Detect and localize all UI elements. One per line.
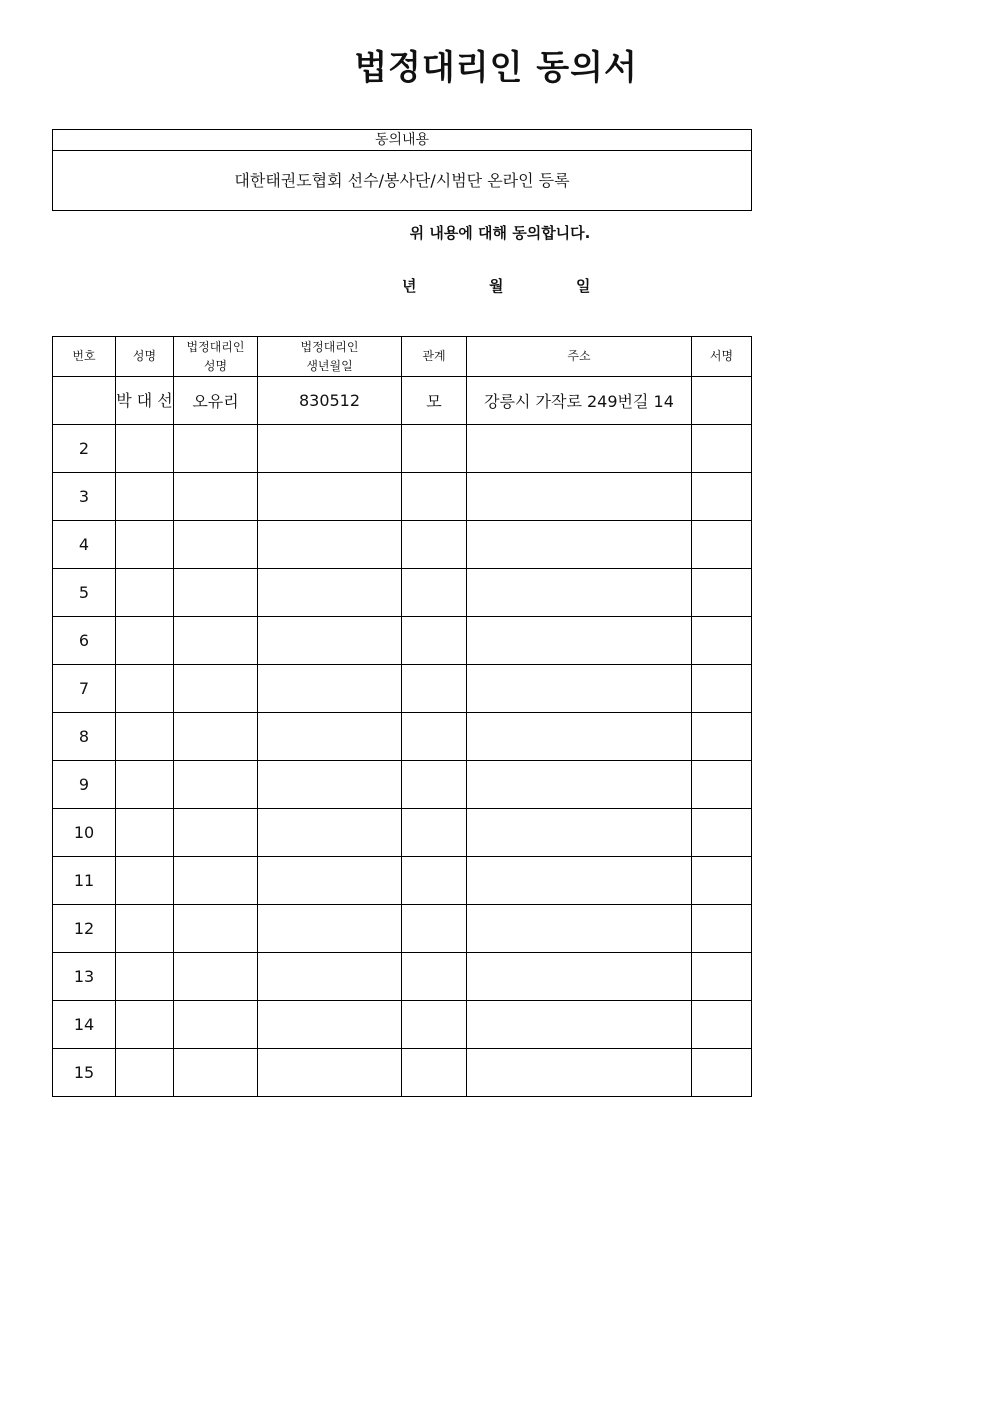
cell-no[interactable]: 4 [53, 521, 116, 569]
cell-no[interactable]: 5 [53, 569, 116, 617]
cell-address[interactable] [467, 953, 692, 1001]
cell-name[interactable] [116, 473, 174, 521]
cell-address[interactable] [467, 905, 692, 953]
table-header-row [53, 337, 752, 377]
cell-no[interactable]: 13 [53, 953, 116, 1001]
cell-signature[interactable] [692, 761, 752, 809]
cell-name[interactable] [116, 425, 174, 473]
date-day-label: 일 [576, 277, 591, 295]
cell-guardian-name[interactable] [174, 617, 258, 665]
cell-no[interactable]: 3 [53, 473, 116, 521]
cell-name[interactable] [116, 521, 174, 569]
cell-guardian-name[interactable] [174, 905, 258, 953]
cell-name[interactable] [116, 617, 174, 665]
table-row [53, 857, 752, 905]
cell-no[interactable]: 15 [53, 1049, 116, 1097]
cell-guardian-birth[interactable] [258, 1001, 402, 1049]
cell-no[interactable]: 14 [53, 1001, 116, 1049]
cell-name[interactable] [116, 761, 174, 809]
cell-signature[interactable] [692, 857, 752, 905]
cell-no[interactable] [53, 377, 116, 425]
table-row [53, 1001, 752, 1049]
cell-guardian-birth[interactable] [258, 713, 402, 761]
header-name: 성명 [116, 337, 174, 377]
cell-name[interactable] [116, 713, 174, 761]
cell-relation[interactable] [402, 953, 467, 1001]
cell-signature[interactable] [692, 713, 752, 761]
cell-relation[interactable] [402, 665, 467, 713]
table-row [53, 521, 752, 569]
table-row [53, 905, 752, 953]
header-address: 주소 [467, 337, 692, 377]
cell-relation[interactable]: 모 [402, 377, 467, 425]
cell-name[interactable] [116, 1049, 174, 1097]
date-month-label: 월 [489, 277, 504, 295]
cell-guardian-birth[interactable] [258, 617, 402, 665]
table-row [53, 425, 752, 473]
table-row [53, 377, 752, 425]
roster-table [52, 336, 752, 1097]
cell-address[interactable] [467, 521, 692, 569]
header-guardian-birth: 법정대리인 생년월일 [258, 337, 402, 377]
cell-guardian-birth[interactable] [258, 809, 402, 857]
cell-signature[interactable] [692, 425, 752, 473]
cell-address[interactable] [467, 473, 692, 521]
consent-box [52, 129, 752, 211]
cell-guardian-name[interactable] [174, 857, 258, 905]
cell-guardian-birth[interactable]: 830512 [258, 377, 402, 425]
cell-guardian-name[interactable] [174, 809, 258, 857]
cell-guardian-name[interactable] [174, 713, 258, 761]
cell-relation[interactable] [402, 569, 467, 617]
cell-signature[interactable] [692, 377, 752, 425]
cell-name[interactable] [116, 569, 174, 617]
agree-statement: 위 내용에 대해 동의합니다. [409, 224, 591, 242]
table-row [53, 1049, 752, 1097]
consent-header: 동의내용 [53, 130, 751, 151]
cell-address[interactable] [467, 569, 692, 617]
cell-signature[interactable] [692, 1001, 752, 1049]
cell-no[interactable]: 9 [53, 761, 116, 809]
cell-name[interactable] [116, 665, 174, 713]
cell-guardian-name[interactable] [174, 425, 258, 473]
cell-guardian-name[interactable] [174, 521, 258, 569]
cell-guardian-birth[interactable] [258, 425, 402, 473]
cell-relation[interactable] [402, 857, 467, 905]
cell-signature[interactable] [692, 809, 752, 857]
table-row [53, 617, 752, 665]
cell-signature[interactable] [692, 569, 752, 617]
cell-relation[interactable] [402, 425, 467, 473]
cell-guardian-birth[interactable] [258, 521, 402, 569]
cell-guardian-name[interactable] [174, 473, 258, 521]
cell-address[interactable] [467, 425, 692, 473]
cell-name[interactable] [116, 905, 174, 953]
cell-guardian-name[interactable] [174, 665, 258, 713]
cell-no[interactable]: 12 [53, 905, 116, 953]
table-row [53, 809, 752, 857]
cell-guardian-birth[interactable] [258, 569, 402, 617]
cell-guardian-name[interactable] [174, 569, 258, 617]
table-row [53, 761, 752, 809]
cell-address[interactable] [467, 809, 692, 857]
document-title: 법정대리인 동의서 [354, 48, 638, 88]
cell-name[interactable] [116, 1001, 174, 1049]
cell-signature[interactable] [692, 617, 752, 665]
cell-no[interactable]: 8 [53, 713, 116, 761]
cell-address[interactable] [467, 1001, 692, 1049]
header-signature: 서명 [692, 337, 752, 377]
cell-guardian-name[interactable] [174, 1049, 258, 1097]
cell-guardian-name[interactable] [174, 761, 258, 809]
header-guardian-name: 법정대리인 성명 [174, 337, 258, 377]
cell-guardian-birth[interactable] [258, 665, 402, 713]
cell-signature[interactable] [692, 905, 752, 953]
cell-address[interactable] [467, 665, 692, 713]
cell-guardian-birth[interactable] [258, 953, 402, 1001]
cell-signature[interactable] [692, 473, 752, 521]
cell-signature[interactable] [692, 953, 752, 1001]
header-relation: 관계 [402, 337, 467, 377]
cell-guardian-birth[interactable] [258, 473, 402, 521]
cell-no[interactable]: 2 [53, 425, 116, 473]
cell-relation[interactable] [402, 521, 467, 569]
cell-name[interactable]: 박 대 선 [116, 377, 174, 425]
cell-name[interactable] [116, 809, 174, 857]
table-row [53, 569, 752, 617]
cell-no[interactable]: 11 [53, 857, 116, 905]
consent-text: 대한태권도협회 선수/봉사단/시범단 온라인 등록 [234, 171, 570, 190]
cell-relation[interactable] [402, 761, 467, 809]
cell-guardian-birth[interactable] [258, 857, 402, 905]
cell-relation[interactable] [402, 1001, 467, 1049]
cell-signature[interactable] [692, 521, 752, 569]
cell-address[interactable] [467, 617, 692, 665]
cell-signature[interactable] [692, 1049, 752, 1097]
cell-guardian-birth[interactable] [258, 905, 402, 953]
header-no: 번호 [53, 337, 116, 377]
table-row [53, 665, 752, 713]
table-row [53, 713, 752, 761]
cell-relation[interactable] [402, 1049, 467, 1097]
cell-address[interactable] [467, 1049, 692, 1097]
cell-no[interactable]: 10 [53, 809, 116, 857]
date-year-label: 년 [402, 277, 417, 295]
cell-signature[interactable] [692, 665, 752, 713]
cell-relation[interactable] [402, 713, 467, 761]
cell-guardian-birth[interactable] [258, 1049, 402, 1097]
cell-guardian-name[interactable]: 오유리 [174, 377, 258, 425]
cell-guardian-birth[interactable] [258, 761, 402, 809]
cell-no[interactable]: 6 [53, 617, 116, 665]
cell-name[interactable] [116, 953, 174, 1001]
cell-relation[interactable] [402, 809, 467, 857]
cell-relation[interactable] [402, 905, 467, 953]
table-row [53, 473, 752, 521]
cell-relation[interactable] [402, 473, 467, 521]
cell-address[interactable] [467, 857, 692, 905]
table-row [53, 953, 752, 1001]
cell-name[interactable] [116, 857, 174, 905]
cell-address[interactable] [467, 713, 692, 761]
cell-guardian-name[interactable] [174, 1001, 258, 1049]
cell-guardian-name[interactable] [174, 953, 258, 1001]
cell-relation[interactable] [402, 617, 467, 665]
cell-address[interactable]: 강릉시 가작로 249번길 14 [467, 377, 692, 425]
cell-address[interactable] [467, 761, 692, 809]
cell-no[interactable]: 7 [53, 665, 116, 713]
